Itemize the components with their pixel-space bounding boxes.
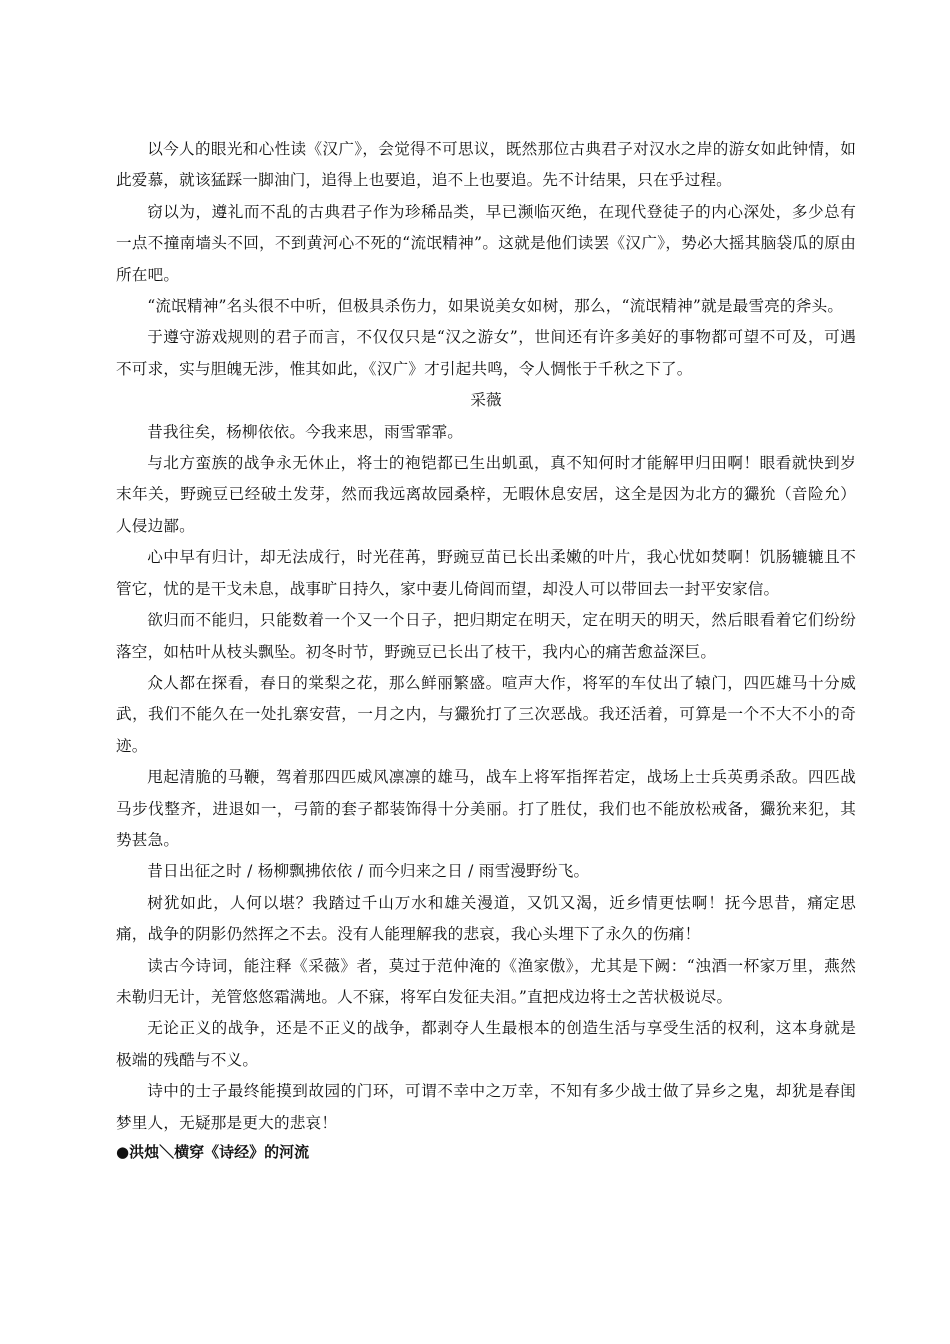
intro-paragraph: 窃以为，遵礼而不乱的古典君子作为珍稀品类，早已濒临灭绝，在现代登徒子的内心深处，多少总有一点不撞南墙头不回，不到黄河心不死的“流氓精神”。这就是他们读罢《汉广》，势必大摇其脑袋瓜的原由所在吧。 [116, 202, 856, 284]
intro-paragraph: 以今人的眼光和心性读《汉广》，会觉得不可思议，既然那位古典君子对汉水之岸的游女如此钟情，如此爱慕，就该猛踩一脚油门，追得上也要追，追不上也要追。先不计结果，只在乎过程。 [116, 140, 856, 190]
section-title: 采薇 [470, 391, 502, 410]
poem-paragraph: 诗中的士子最终能摸到故园的门环，可谓不幸中之万幸，不知有多少战士做了异乡之鬼，却犹是春闺梦里人，无疑那是更大的悲哀！ [116, 1082, 856, 1132]
intro-paragraph: “流氓精神”名头很不中听，但极具杀伤力，如果说美女如树，那么，“流氓精神”就是最雪亮的斧头。 [147, 297, 844, 316]
poem-paragraph: 众人都在探看，春日的棠梨之花，那么鲜丽繁盛。喧声大作，将军的车仗出了辕门，四匹雄马十分威武，我们不能久在一处扎寨安营，一月之内，与玁狁打了三次恶战。我还活着，可算是一个不大不小的奇迹。 [116, 673, 856, 755]
poem-paragraph: 心中早有归计，却无法成行，时光荏苒，野豌豆苗已长出柔嫩的叶片，我心忧如焚啊！饥肠辘辘且不管它，忧的是干戈未息，战事旷日持久，家中妻儿倚闾而望，却没人可以带回去一封平安家信。 [116, 548, 856, 598]
poem-paragraph: 无论正义的战争，还是不正义的战争，都剥夺人生最根本的创造生活与享受生活的权利，这本身就是极端的残酷与不义。 [116, 1019, 856, 1069]
poem-paragraph: 读古今诗词，能注释《采薇》者，莫过于范仲淹的《渔家傲》，尤其是下阙：“浊酒一杯家万里，燕然未勒归无计，羌管悠悠霜满地。人不寐，将军白发征夫泪。”直把戍边将士之苦状极说尽。 [116, 956, 856, 1006]
poem-paragraph: 昔我往矣，杨柳依依。今我来思，雨雪霏霏。 [147, 422, 464, 441]
intro-paragraph: 于遵守游戏规则的君子而言，不仅仅只是“汉之游女”，世间还有许多美好的事物都可望不可及，可遇不可求，实与胆魄无涉，惟其如此，《汉广》才引起共鸣，令人惆怅于千秋之下了。 [116, 328, 856, 378]
poem-paragraph: 昔日出征之时 / 杨柳飘拂依依 / 而今归来之日 / 雨雪漫野纷飞。 [147, 862, 590, 881]
poem-paragraph: 甩起清脆的马鞭，驾着那四匹威风凛凛的雄马，战车上将军指挥若定，战场上士兵英勇杀敌。四匹战马步伐整齐，进退如一，弓箭的套子都装饰得十分美丽。打了胜仗，我们也不能放松戒备，玁狁来犯，其势甚急。 [116, 768, 856, 849]
poem-paragraph: 欲归而不能归，只能数着一个又一个日子，把归期定在明天，定在明天的明天，然后眼看着它们纷纷落空，如枯叶从枝头飘坠。初冬时节，野豌豆已长出了枝干，我内心的痛苦愈益深巨。 [116, 611, 856, 661]
article-body [116, 134, 856, 1165]
next-article-heading: ●洪烛＼横穿《诗经》的河流 [116, 1143, 310, 1161]
poem-paragraph: 树犹如此，人何以堪？我踏过千山万水和雄关漫道，又饥又渴，近乡情更怯啊！抚今思昔，痛定思痛，战争的阴影仍然挥之不去。没有人能理解我的悲哀，我心头埋下了永久的伤痛！ [116, 893, 856, 944]
poem-paragraph: 与北方蛮族的战争永无休止，将士的袍铠都已生出虮虱，真不知何时才能解甲归田啊！眼看就快到岁末年关，野豌豆已经破土发芽，然而我远离故园桑梓，无暇休息安居，这全是因为北方的玁狁（音险允）人侵边鄙。 [116, 454, 856, 535]
